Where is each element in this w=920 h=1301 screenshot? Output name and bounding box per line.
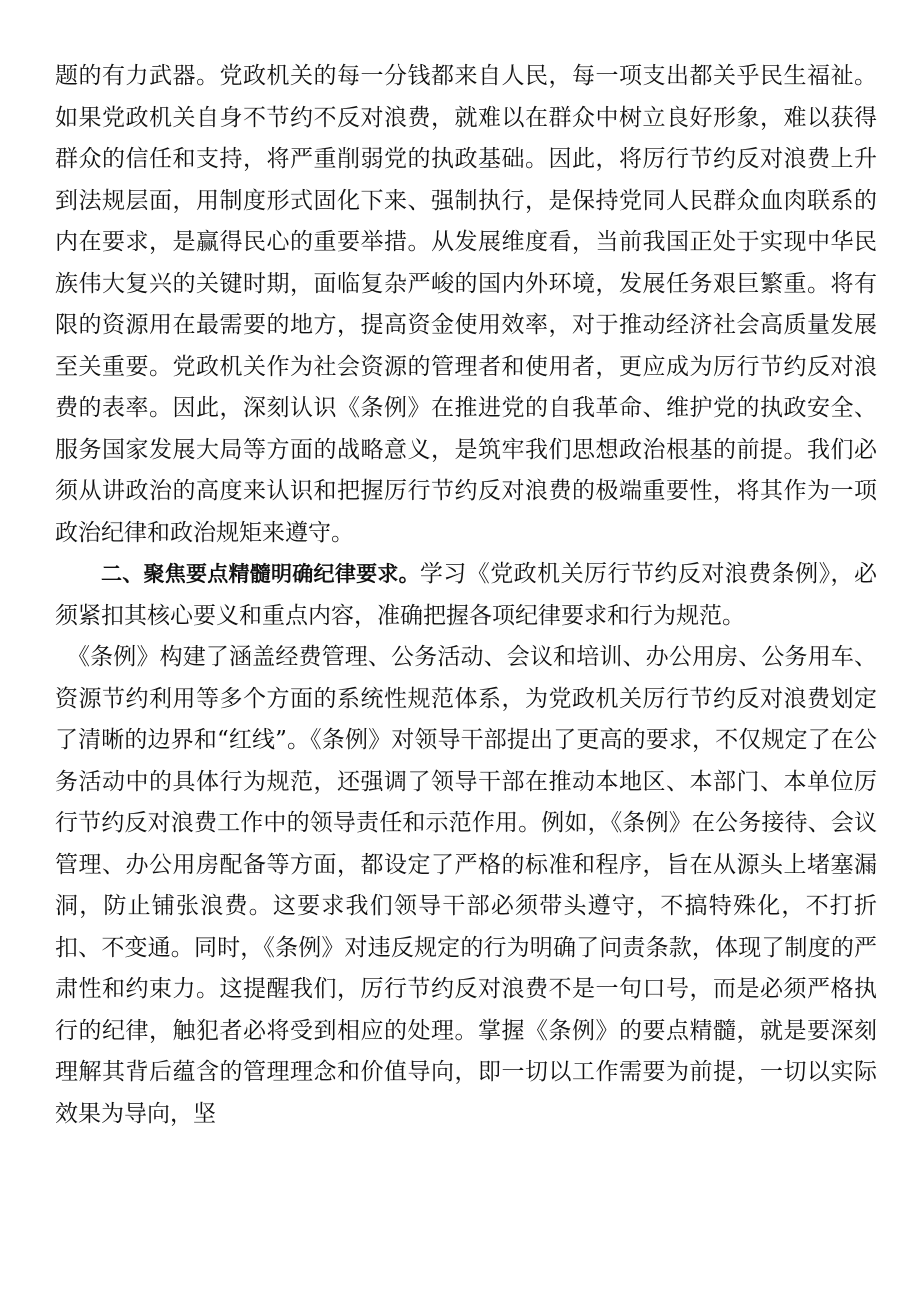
regulation-details-paragraph: 《条例》构建了涵盖经费管理、公务活动、会议和培训、办公用房、公务用车、资源节约利用等多个方面的系统性规范体系，为党政机关厉行节约反对浪费划定了清晰的边界和“红线”。《条例》对领导干部提出了更高的要求，不仅规定了在公务活动中的具体行为规范，还强调了领导干部在推动本地区、本部门、本单位厉行节约反对浪费工作中的领导责任和示范作用。例如，《条例》在公务接待、会议管理、办公用房配备等方面，都设定了严格的标准和程序，旨在从源头上堵塞漏洞，防止铺张浪费。这要求我们领导干部必须带头遵守，不搞特殊化，不打折扣、不变通。同时，《条例》对违反规定的行为明确了问责条款，体现了制度的严肃性和约束力。这提醒我们，厉行节约反对浪费不是一句口号，而是必须严格执行的纪律，触犯者必将受到相应的处理。掌握《条例》的要点精髓，就是要深刻理解其背后蕴含的管理理念和价值导向，即一切以工作需要为前提，一切以实际效果为导向，坚 — [55, 644, 877, 1127]
section-2-intro: 学习《党政机关厉行节约反对浪费条例》，必须紧扣其核心要义和重点内容，准确把握各项纪律要求和行为规范。 — [55, 561, 878, 629]
section-2-paragraph — [55, 554, 877, 637]
document-body — [55, 56, 877, 1135]
paragraph-continuation: 题的有力武器。党政机关的每一分钱都来自人民，每一项支出都关乎民生福祉。如果党政机关自身不节约不反对浪费，就难以在群众中树立良好形象，难以获得群众的信任和支持，将严重削弱党的执政基础。因此，将厉行节约反对浪费上升到法规层面，用制度形式固化下来、强制执行，是保持党同人民群众血肉联系的内在要求，是赢得民心的重要举措。从发展维度看，当前我国正处于实现中华民族伟大复兴的关键时期，面临复杂严峻的国内外环境，发展任务艰巨繁重。将有限的资源用在最需要的地方，提高资金使用效率，对于推动经济社会高质量发展至关重要。党政机关作为社会资源的管理者和使用者，更应成为厉行节约反对浪费的表率。因此，深刻认识《条例》在推进党的自我革命、维护党的执政安全、服务国家发展大局等方面的战略意义，是筑牢我们思想政治根基的前提。我们必须从讲政治的高度来认识和把握厉行节约反对浪费的极端重要性，将其作为一项政治纪律和政治规矩来遵守。 — [55, 63, 877, 546]
section-2-heading: 二、聚焦要点精髓明确纪律要求。 — [101, 562, 420, 586]
